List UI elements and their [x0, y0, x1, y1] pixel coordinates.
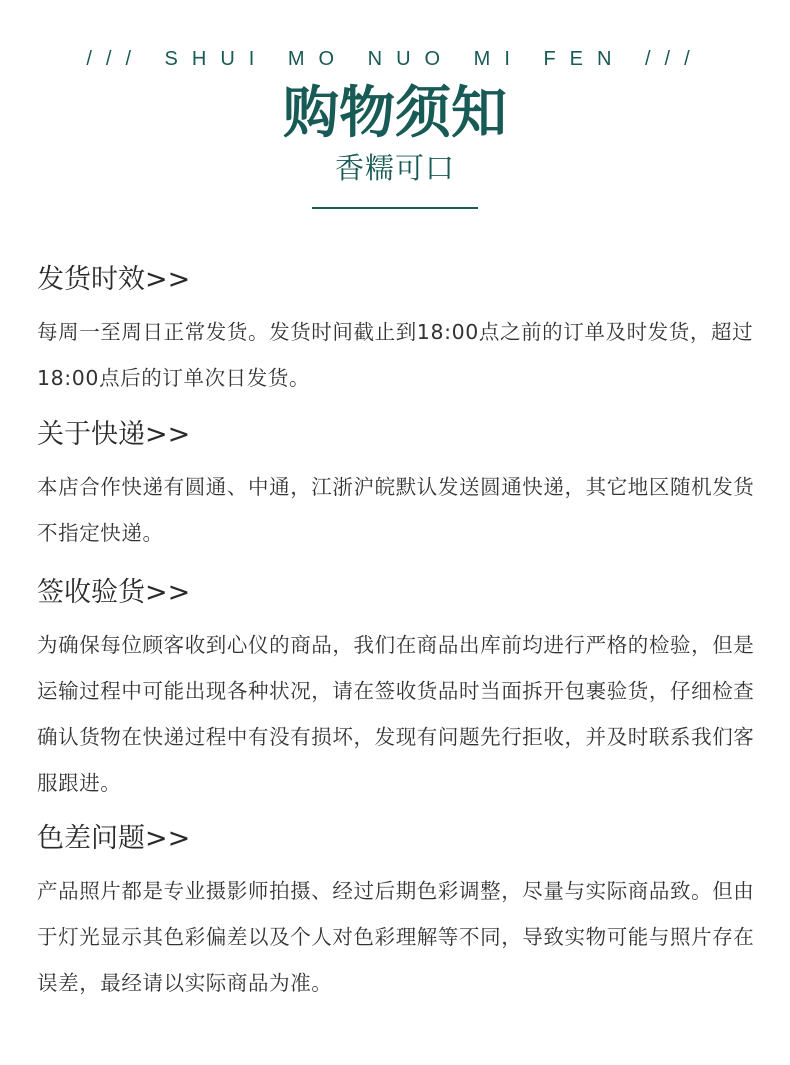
section-heading: 色差问题>> — [37, 823, 191, 854]
section-express — [37, 416, 757, 556]
page-title: 购物须知 — [283, 80, 507, 146]
section-heading: 签收验货>> — [37, 577, 191, 608]
section-shipping-time — [37, 261, 757, 401]
page-subtitle: 香糯可口 — [334, 151, 455, 185]
section-body: 为确保每位顾客收到心仪的商品，我们在商品出库前均进行严格的检验，但是运输过程中可能出现各种状况，请在签收货品时当面拆开包裹验货，仔细检查确认货物在快递过程中有没有损坏，发现有问题先行拒收，并及时联系我们客服跟进。 — [37, 633, 755, 795]
section-heading: 发货时效>> — [37, 264, 191, 295]
title-divider — [312, 207, 478, 209]
section-receipt-inspection — [37, 574, 757, 806]
section-body: 本店合作快递有圆通、中通，江浙沪皖默认发送圆通快递，其它地区随机发货不指定快递。 — [37, 475, 755, 545]
section-body: 产品照片都是专业摄影师拍摄、经过后期色彩调整，尽量与实际商品致。但由于灯光显示其色彩偏差以及个人对色彩理解等不同，导致实物可能与照片存在误差，最经请以实际商品为准。 — [37, 879, 755, 995]
brand-eyebrow: /// SHUI MO NUO MI FEN /// — [86, 48, 704, 70]
section-color-difference — [37, 820, 757, 1006]
section-body: 每周一至周日正常发货。发货时间截止到18:00点之前的订单及时发货，超过18:00点后的订单次日发货。 — [37, 320, 754, 390]
section-heading: 关于快递>> — [37, 419, 191, 450]
